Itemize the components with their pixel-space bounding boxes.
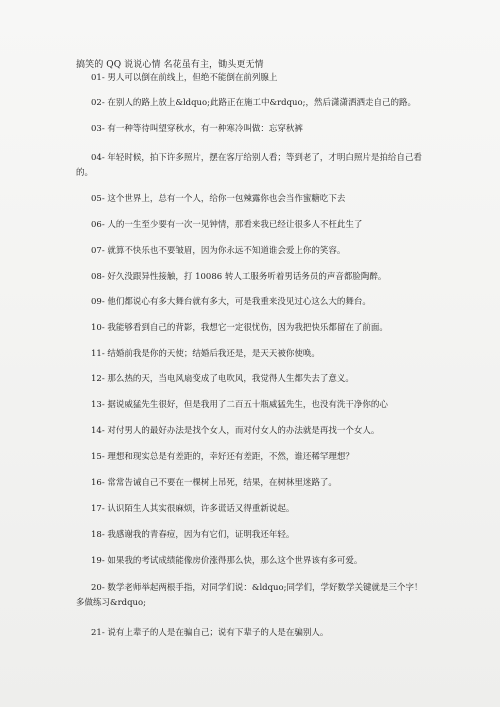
item-text: 16- 常常告诫自己不要在一棵树上吊死，结果，在树林里迷路了。 [91,478,337,488]
item-text: 20- 数学老师举起两根手指，对同学们说：&ldquo;同学们，学好数学关键就是三个字！多做练习&rdquo; [76,583,423,608]
list-item [76,554,426,569]
list-item [76,450,426,465]
item-text: 19- 如果我的考试成绩能像房价涨得那么快，那么这个世界该有多可爱。 [91,556,363,566]
list-item [76,476,426,491]
item-text: 15- 理想和现实总是有差距的，幸好还有差距，不然，谁还稀罕理想？ [91,452,354,462]
list-item [76,151,426,181]
document-title: 搞笑的 QQ 说说心情 名花虽有主，锄头更无情 [76,60,264,70]
list-item [76,270,426,285]
list-item [76,502,426,517]
list-item [76,347,426,362]
item-text: 12- 那么热的天，当电风扇变成了电吹风，我觉得人生都失去了意义。 [91,374,354,384]
list-item [76,398,426,413]
item-text: 03- 有一种等待叫望穿秋水，有一种寒冷叫做：忘穿秋裤 [91,124,303,134]
list-item [76,122,426,137]
list-item [76,528,426,543]
item-text: 17- 认识陌生人其实很麻烦，许多谎话又得重新说起。 [91,504,295,514]
item-text: 14- 对付男人的最好办法是找个女人，而对付女人的办法就是再找一个女人。 [91,426,380,436]
item-text: 01- 男人可以倒在前线上，但绝不能倒在前列腺上 [91,73,278,83]
list-item [76,244,426,259]
list-item [76,218,426,233]
list-item [76,71,426,86]
item-text: 06- 人的一生至少要有一次一见钟情，那看来我已经让很多人不枉此生了 [91,220,363,230]
item-text: 18- 我感谢我的青春痘，因为有它们，证明我还年轻。 [91,530,295,540]
list-item [76,295,426,310]
item-text: 04- 年轻时候，拍下许多照片，摆在客厅给别人看；等到老了，才明白照片是拍给自己看的。 [76,153,422,178]
item-text: 21- 说有上辈子的人是在骗自己；说有下辈子的人是在骗别人。 [91,628,329,638]
item-text: 07- 就算不快乐也不要皱眉，因为你永远不知道谁会爱上你的笑容。 [91,246,346,256]
item-text: 02- 在别人的路上放上&ldquo;此路正在施工中&rdquo;，然后潇潇洒洒走自己的路。 [91,98,416,108]
list-item [76,626,426,641]
item-text: 13- 据说威猛先生很好，但是我用了二百五十瓶威猛先生，也没有洗干净你的心 [91,400,388,410]
list-item [76,192,426,207]
list-item [76,424,426,439]
item-text: 08- 好久没跟异性接触，打 10086 转人工服务听着男话务员的声音都脸陶醉。 [91,272,387,282]
item-text: 11- 结婚前我是你的天使；结婚后我还是，是天天被你使唤。 [91,349,320,359]
list-item [76,372,426,387]
list-item [76,96,426,111]
item-text: 09- 他们都说心有多大舞台就有多大，可是我重来没见过心这么大的舞台。 [91,297,371,307]
item-text: 05- 这个世界上，总有一个人，给你一包辣露你也会当作蜜糖吃下去 [91,194,346,204]
list-item [76,581,426,611]
item-text: 10- 我能够看到自己的背影，我想它一定很忧伤，因为我把快乐都留在了前面。 [91,323,388,333]
list-item [76,321,426,336]
